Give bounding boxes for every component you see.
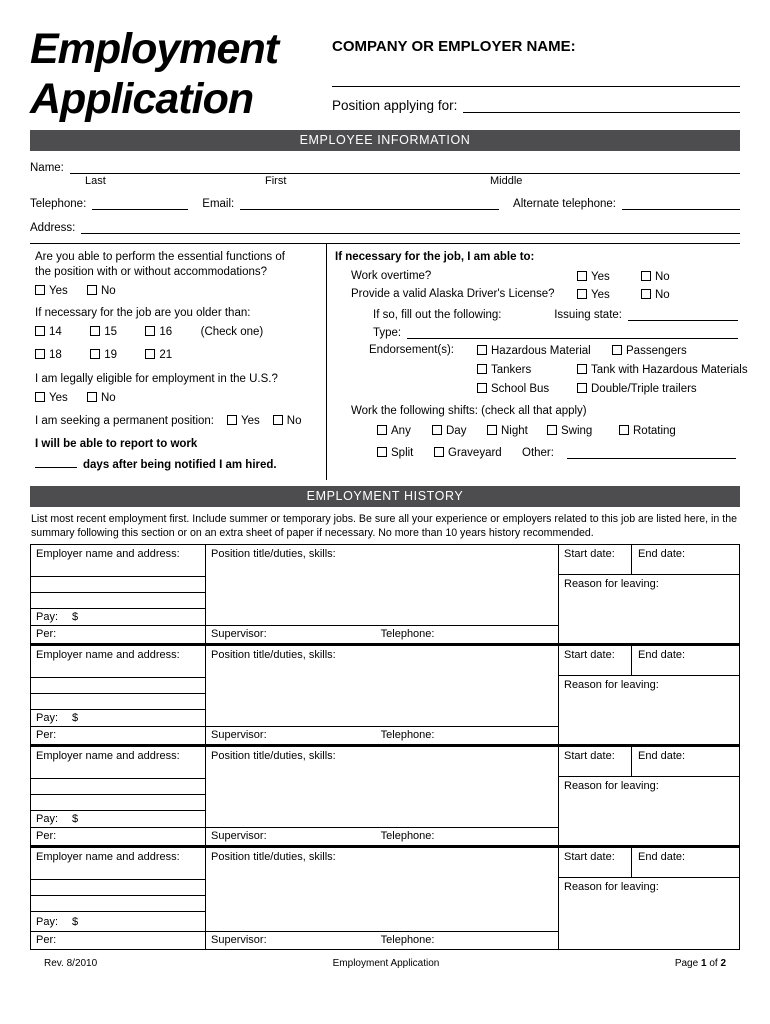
start-date-label: Start date: — [564, 649, 615, 661]
form-title — [30, 24, 332, 124]
position-applying-label: Position applying for: — [332, 98, 458, 113]
option-label: Rotating — [633, 425, 676, 437]
position-column — [206, 848, 559, 949]
overtime-answers — [577, 270, 670, 285]
checkbox-icon[interactable] — [477, 364, 487, 374]
option-label: Any — [391, 425, 411, 437]
essential-no-option[interactable] — [87, 285, 116, 297]
employer-write-line[interactable] — [31, 593, 205, 609]
supervisor-label: Supervisor: — [211, 628, 267, 640]
end-date-cell[interactable] — [632, 747, 739, 776]
checkbox-icon[interactable] — [577, 383, 587, 393]
shift-rotating-option[interactable] — [619, 424, 676, 439]
company-name-field[interactable] — [332, 55, 740, 87]
start-date-label: Start date: — [564, 750, 615, 762]
option-label: Split — [391, 447, 414, 459]
able-to-header: If necessary for the job, I am able to: — [335, 251, 535, 263]
option-label: No — [100, 285, 116, 297]
overtime-row — [335, 269, 738, 285]
option-label: 16 — [159, 326, 173, 338]
address-field[interactable] — [81, 221, 740, 234]
if-so-row — [335, 305, 738, 321]
shift-day-option[interactable] — [432, 424, 466, 439]
option-label: Yes — [591, 289, 610, 301]
employee-information-bar: EMPLOYEE INFORMATION — [30, 130, 740, 151]
reason-for-leaving-label: Reason for leaving: — [564, 780, 659, 792]
checkbox-icon[interactable] — [477, 383, 487, 393]
employee-information-section — [30, 161, 748, 480]
checkbox-icon[interactable] — [90, 349, 100, 359]
report-to-work-line2-text: days after being notified I am hired. — [83, 459, 277, 471]
eligible-no-option[interactable] — [87, 392, 116, 404]
telephone-label: Telephone: — [380, 830, 435, 842]
eligible-answers — [35, 391, 320, 407]
license-answers — [577, 288, 670, 303]
employer-write-line[interactable] — [31, 577, 205, 593]
checkbox-icon[interactable] — [477, 345, 487, 355]
page-footer — [30, 958, 740, 969]
report-to-work-line1: I will be able to report to work — [35, 438, 198, 450]
end-date-cell[interactable] — [632, 545, 739, 574]
start-date-cell[interactable] — [559, 646, 632, 675]
checkbox-icon[interactable] — [377, 447, 387, 457]
option-label: No — [286, 415, 302, 427]
employer-column — [31, 646, 206, 744]
questionnaire — [30, 243, 748, 480]
of-word: of — [709, 958, 718, 969]
start-date-cell[interactable] — [559, 848, 632, 877]
permanent-position-row — [35, 415, 320, 427]
employer-column — [31, 545, 206, 643]
reason-for-leaving-label: Reason for leaving: — [564, 881, 659, 893]
telephone-field[interactable] — [92, 197, 188, 210]
checkbox-icon[interactable] — [35, 326, 45, 336]
position-title-label: Position title/duties, skills: — [211, 548, 336, 560]
revision-label: Rev. 8/2010 — [44, 958, 98, 969]
option-label: Swing — [561, 425, 593, 437]
age-options-row1 — [35, 325, 320, 341]
per-label: Per: — [36, 729, 57, 741]
shift-split-option[interactable] — [377, 446, 413, 461]
currency-symbol: $ — [72, 611, 79, 623]
alternate-telephone-label: Alternate telephone: — [513, 198, 616, 210]
employment-entry — [31, 848, 739, 949]
checkbox-icon[interactable] — [145, 326, 155, 336]
supervisor-row[interactable] — [206, 827, 558, 845]
checkbox-icon[interactable] — [90, 326, 100, 336]
endorsement-double-triple-option[interactable] — [577, 382, 697, 397]
eligible-yes-option[interactable] — [35, 392, 68, 404]
start-date-label: Start date: — [564, 548, 615, 560]
supervisor-row[interactable] — [206, 931, 558, 949]
checkbox-icon[interactable] — [35, 392, 45, 402]
pay-row — [31, 609, 205, 625]
dates-row — [559, 848, 739, 878]
name-row — [30, 161, 740, 174]
pay-label: Pay: — [36, 813, 59, 825]
report-to-work-line2 — [35, 456, 320, 472]
position-column — [206, 747, 559, 845]
employment-history-instructions: List most recent employment first. Include summer or temporary jobs. Be sure all your experience or employers related to this job are listed here, in the summary following this section or on an extra sheet of paper if necessary. No more than 10 years history recommended. — [31, 513, 737, 539]
employer-write-line[interactable] — [31, 864, 205, 880]
name-last-label: Last — [85, 175, 106, 187]
questionnaire-right-column — [327, 244, 748, 480]
dates-column — [559, 848, 739, 949]
option-label: Hazardous Material — [491, 345, 591, 357]
page-number: 1 — [700, 958, 707, 969]
start-date-label: Start date: — [564, 851, 615, 863]
shifts-row2 — [335, 445, 738, 462]
issuing-state-field[interactable] — [628, 308, 738, 321]
checkbox-icon[interactable] — [619, 425, 629, 435]
overtime-question: Work overtime? — [351, 270, 432, 282]
email-field[interactable] — [240, 197, 499, 210]
telephone-label: Telephone: — [30, 198, 87, 210]
age-21-option[interactable] — [145, 348, 197, 363]
per-label: Per: — [36, 830, 57, 842]
page-indicator — [675, 958, 726, 969]
check-one-hint: (Check one) — [200, 326, 264, 338]
header-right — [332, 24, 740, 124]
pay-row — [31, 710, 205, 726]
alternate-telephone-field[interactable] — [622, 197, 740, 210]
contact-row — [30, 197, 740, 210]
form-title-line2: Application — [30, 75, 254, 123]
reason-for-leaving-cell[interactable] — [559, 878, 739, 949]
questionnaire-left-column — [30, 244, 327, 480]
checkbox-icon[interactable] — [487, 425, 497, 435]
pay-label: Pay: — [36, 915, 59, 928]
telephone-label: Telephone: — [380, 729, 435, 741]
overtime-yes-option[interactable] — [577, 271, 610, 283]
age-16-option[interactable] — [145, 325, 197, 340]
employer-name-label: Employer name and address: — [36, 649, 180, 661]
end-date-label: End date: — [638, 548, 686, 560]
permanent-question: I am seeking a permanent position: — [35, 415, 214, 427]
option-label: Yes — [49, 285, 68, 297]
option-label: Yes — [591, 271, 610, 283]
supervisor-label: Supervisor: — [211, 830, 267, 842]
supervisor-row[interactable] — [206, 625, 558, 643]
position-write-area[interactable] — [206, 662, 558, 726]
position-title-label: Position title/duties, skills: — [211, 649, 336, 661]
employer-write-line[interactable] — [31, 763, 205, 779]
dates-row — [559, 747, 739, 777]
age-14-option[interactable] — [35, 325, 87, 340]
permanent-yes-option[interactable] — [227, 415, 260, 427]
checkbox-icon[interactable] — [145, 349, 155, 359]
older-than-question: If necessary for the job are you older than: — [35, 307, 251, 319]
reason-for-leaving-cell[interactable] — [559, 777, 739, 845]
other-shift-label: Other: — [522, 447, 554, 459]
endorsement-hazardous-material-option[interactable] — [477, 344, 591, 359]
option-label: Yes — [241, 415, 260, 427]
employer-column — [31, 747, 206, 845]
position-row — [332, 95, 740, 113]
employer-write-line[interactable] — [31, 896, 205, 912]
end-date-label: End date: — [638, 649, 686, 661]
essential-functions-question: Are you able to perform the essential functions of — [35, 251, 285, 263]
license-yes-option[interactable] — [577, 289, 610, 301]
pay-row — [31, 912, 205, 931]
reason-for-leaving-cell[interactable] — [559, 676, 739, 744]
option-label: No — [654, 271, 670, 283]
option-label: 14 — [49, 326, 62, 338]
reason-for-leaving-label: Reason for leaving: — [564, 578, 659, 590]
employer-write-line[interactable] — [31, 561, 205, 577]
telephone-label: Telephone: — [380, 934, 435, 946]
endorsement-school-bus-option[interactable] — [477, 382, 549, 397]
license-question: Provide a valid Alaska Driver's License? — [351, 288, 555, 300]
page-word: Page — [674, 958, 699, 969]
if-so-label: If so, fill out the following: — [373, 309, 502, 321]
pay-label: Pay: — [36, 712, 59, 724]
address-label: Address: — [30, 222, 76, 234]
option-label: 15 — [104, 326, 117, 338]
checkbox-icon[interactable] — [35, 349, 45, 359]
age-18-option[interactable] — [35, 348, 87, 363]
endorsements-label: Endorsement(s): — [369, 344, 455, 356]
option-label: No — [100, 392, 116, 404]
issuing-state-label: Issuing state: — [554, 309, 622, 321]
license-row — [335, 287, 738, 303]
shift-swing-option[interactable] — [547, 424, 592, 439]
option-label: School Bus — [491, 383, 550, 395]
eligible-question: I am legally eligible for employment in the U.S.? — [35, 373, 278, 385]
employment-history-bar: EMPLOYMENT HISTORY — [30, 486, 740, 507]
age-options-row2 — [35, 348, 320, 364]
name-middle-label: Middle — [490, 175, 523, 187]
position-column — [206, 545, 559, 643]
type-field[interactable] — [407, 326, 738, 339]
checkbox-icon[interactable] — [87, 392, 97, 402]
position-write-area[interactable] — [206, 561, 558, 625]
form-title-line1: Employment — [30, 25, 279, 73]
employer-write-line[interactable] — [31, 694, 205, 710]
type-row — [335, 323, 738, 339]
name-sublabels — [30, 175, 740, 190]
checkbox-icon[interactable] — [641, 289, 651, 299]
checkbox-icon[interactable] — [547, 425, 557, 435]
employer-name-label: Employer name and address: — [36, 851, 180, 863]
currency-symbol: $ — [72, 915, 79, 928]
shift-graveyard-option[interactable] — [434, 446, 502, 461]
pay-label: Pay: — [36, 611, 59, 623]
checkbox-icon[interactable] — [577, 271, 587, 281]
page-total: 2 — [720, 958, 726, 969]
other-shift-field[interactable] — [567, 458, 736, 459]
checkbox-icon[interactable] — [577, 289, 587, 299]
checkbox-icon[interactable] — [641, 271, 651, 281]
checkbox-icon[interactable] — [377, 425, 387, 435]
option-label: 19 — [104, 349, 117, 361]
overtime-no-option[interactable] — [641, 271, 670, 283]
per-row[interactable] — [31, 625, 205, 643]
checkbox-icon[interactable] — [273, 415, 283, 425]
endorsements-row2 — [335, 362, 748, 378]
option-label: No — [654, 289, 670, 301]
pay-row — [31, 811, 205, 827]
endorsement-tank-hazmat-option[interactable] — [577, 363, 748, 378]
employer-name-label: Employer name and address: — [36, 548, 180, 560]
end-date-label: End date: — [638, 750, 686, 762]
dates-row — [559, 646, 739, 676]
shifts-label: Work the following shifts: (check all that apply) — [351, 405, 587, 417]
age-19-option[interactable] — [90, 348, 142, 363]
days-field[interactable] — [35, 456, 77, 468]
essential-yes-option[interactable] — [35, 285, 68, 297]
checkbox-icon[interactable] — [227, 415, 237, 425]
position-title-label: Position title/duties, skills: — [211, 851, 336, 863]
checkbox-icon[interactable] — [434, 447, 444, 457]
address-row — [30, 221, 740, 234]
option-label: Yes — [49, 392, 68, 404]
option-label: Passengers — [626, 345, 687, 357]
start-date-cell[interactable] — [559, 545, 632, 574]
email-label: Email: — [202, 198, 235, 210]
license-no-option[interactable] — [641, 289, 670, 301]
position-column — [206, 646, 559, 744]
end-date-label: End date: — [638, 851, 686, 863]
employment-entry — [31, 646, 739, 747]
start-date-cell[interactable] — [559, 747, 632, 776]
option-label: 18 — [49, 349, 62, 361]
option-label: 21 — [159, 349, 173, 361]
reason-for-leaving-label: Reason for leaving: — [564, 679, 659, 691]
supervisor-label: Supervisor: — [211, 934, 267, 946]
option-label: Graveyard — [448, 447, 502, 459]
employer-write-line[interactable] — [31, 678, 205, 694]
checkbox-icon[interactable] — [35, 285, 45, 295]
currency-symbol: $ — [72, 813, 79, 825]
supervisor-row[interactable] — [206, 726, 558, 744]
company-name-label: COMPANY OR EMPLOYER NAME: — [332, 38, 576, 55]
shifts-row1 — [335, 423, 738, 439]
end-date-cell[interactable] — [632, 646, 739, 675]
option-label: Double/Triple trailers — [591, 383, 697, 395]
dates-column — [559, 747, 739, 845]
employment-entry — [31, 747, 739, 848]
position-write-area[interactable] — [206, 864, 558, 931]
permanent-no-option[interactable] — [273, 415, 302, 427]
per-row[interactable] — [31, 726, 205, 744]
essential-functions-question-line2: the position with or without accommodations? — [35, 266, 268, 278]
position-applying-field[interactable] — [463, 100, 740, 113]
per-label: Per: — [36, 628, 57, 640]
footer-document-title: Employment Application — [332, 958, 440, 969]
dates-row — [559, 545, 739, 575]
per-label: Per: — [36, 934, 57, 946]
telephone-label: Telephone: — [380, 628, 435, 640]
age-15-option[interactable] — [90, 325, 142, 340]
checkbox-icon[interactable] — [432, 425, 442, 435]
endorsement-passengers-option[interactable] — [612, 344, 687, 359]
endorsements-row1 — [335, 343, 738, 359]
employer-write-line[interactable] — [31, 880, 205, 896]
name-label: Name: — [30, 162, 64, 174]
name-field[interactable] — [70, 161, 740, 174]
employer-name-label: Employer name and address: — [36, 750, 180, 762]
shift-night-option[interactable] — [487, 424, 528, 439]
employer-column — [31, 848, 206, 949]
option-label: Day — [446, 425, 467, 437]
reason-for-leaving-cell[interactable] — [559, 575, 739, 643]
dates-column — [559, 545, 739, 643]
employer-write-line[interactable] — [31, 795, 205, 811]
employment-history-table — [30, 544, 740, 950]
option-label: Tankers — [491, 364, 532, 376]
position-write-area[interactable] — [206, 763, 558, 827]
currency-symbol: $ — [72, 712, 79, 724]
employer-write-line[interactable] — [31, 779, 205, 795]
shift-any-option[interactable] — [377, 424, 411, 439]
employment-entry — [31, 545, 739, 646]
option-label: Night — [501, 425, 528, 437]
name-first-label: First — [265, 175, 287, 187]
position-title-label: Position title/duties, skills: — [211, 750, 336, 762]
dates-column — [559, 646, 739, 744]
type-label: Type: — [373, 327, 402, 339]
essential-functions-answers — [35, 284, 320, 300]
endorsement-tankers-option[interactable] — [477, 363, 531, 378]
option-label: Tank with Hazardous Materials — [591, 364, 748, 376]
checkbox-icon[interactable] — [577, 364, 587, 374]
employer-write-line[interactable] — [31, 662, 205, 678]
end-date-cell[interactable] — [632, 848, 739, 877]
per-row[interactable] — [31, 931, 205, 949]
per-row[interactable] — [31, 827, 205, 845]
supervisor-label: Supervisor: — [211, 729, 267, 741]
checkbox-icon[interactable] — [87, 285, 97, 295]
endorsements-row3 — [335, 381, 738, 397]
checkbox-icon[interactable] — [612, 345, 622, 355]
form-header — [30, 24, 740, 124]
